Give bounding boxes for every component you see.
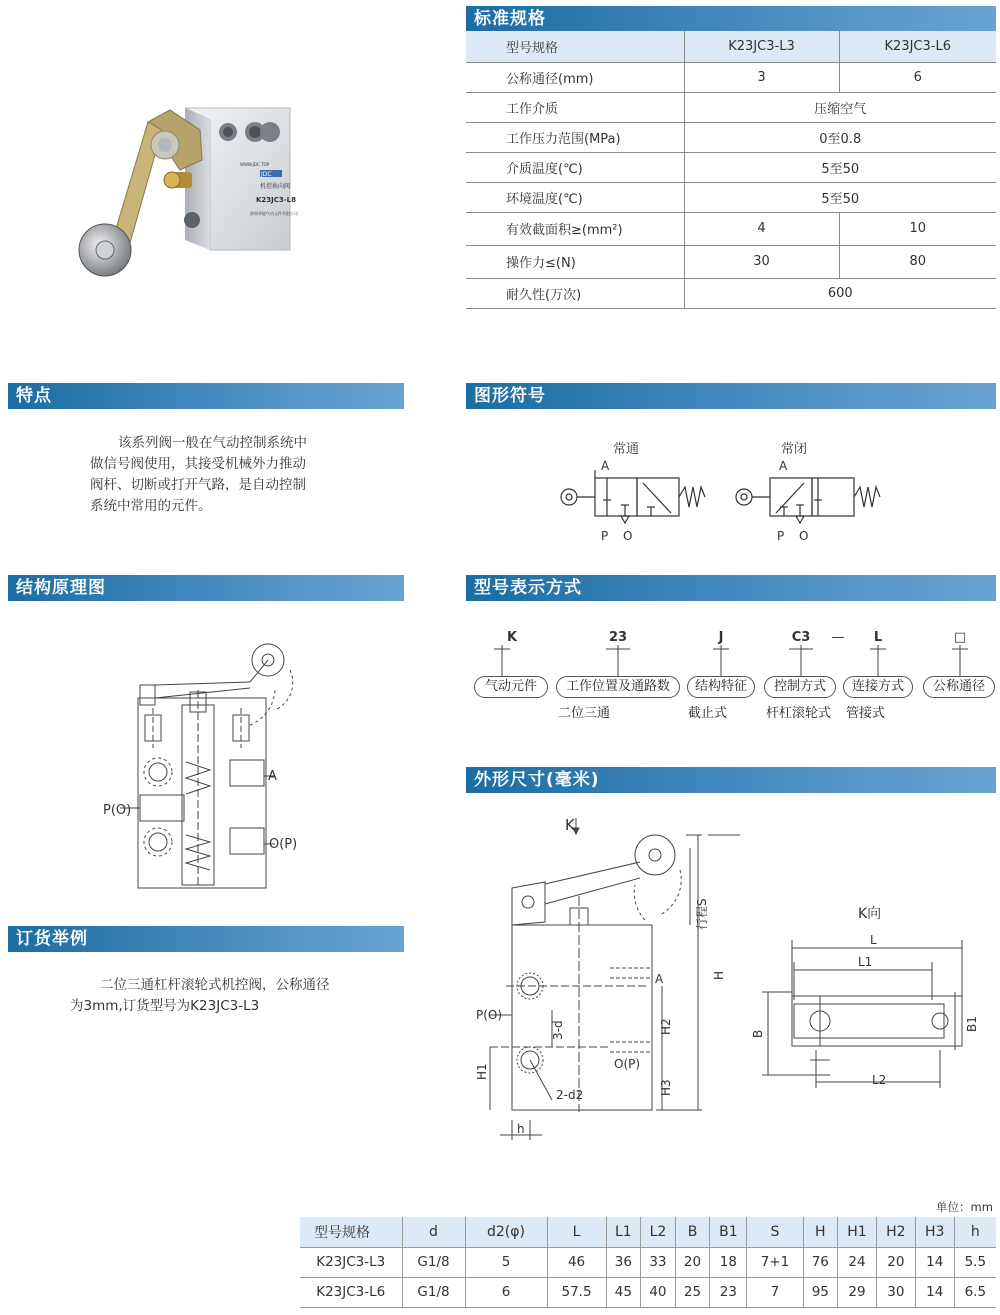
spec-value: 3 xyxy=(684,62,839,92)
dim-label-kview: K向 xyxy=(858,906,882,922)
section-title-spec: 标准规格 xyxy=(466,6,996,32)
spec-label: 耐久性(万次) xyxy=(466,278,684,308)
spec-header-cell: K23JC3-L3 xyxy=(684,31,839,62)
spec-value: 5至50 xyxy=(684,182,996,212)
spec-header-cell: K23JC3-L6 xyxy=(839,31,996,62)
symbol-p-left: P xyxy=(601,529,609,543)
spec-label: 公称通径(mm) xyxy=(466,62,684,92)
symbol-normally-open: 常通 xyxy=(613,442,640,457)
code-label-connection: 连接方式 xyxy=(843,676,913,698)
dim-label-2d2: 2-d2 xyxy=(556,1088,584,1102)
dims-cell: 18 xyxy=(710,1247,747,1277)
dim-label-b: B xyxy=(751,1029,765,1038)
spec-label: 工作介质 xyxy=(466,92,684,122)
symbol-p-right: P xyxy=(777,529,785,543)
spec-row xyxy=(466,245,996,278)
code-l: L xyxy=(873,630,883,645)
code-connectors xyxy=(470,645,1000,677)
dim-label-h3: H3 xyxy=(659,1079,673,1096)
code-23: 23 xyxy=(608,630,628,645)
dims-cell: 29 xyxy=(838,1277,877,1307)
photo-maker: 济南华能气动元件有限公司 xyxy=(250,211,298,216)
code-label-bore: 公称通径 xyxy=(923,676,995,698)
unit-note: 单位：mm xyxy=(936,1200,993,1214)
code-label-control: 控制方式 xyxy=(764,676,836,698)
section-title-dimensions: 外形尺寸(毫米) xyxy=(466,767,996,793)
section-title-model-code: 型号表示方式 xyxy=(466,575,996,601)
features-text xyxy=(90,433,350,517)
code-k: K xyxy=(506,630,518,645)
spec-header-row xyxy=(466,31,996,62)
code-label-pneumatic: 气动元件 xyxy=(474,676,548,698)
spec-label: 介质温度(℃) xyxy=(466,152,684,182)
section-title-features: 特点 xyxy=(8,383,404,409)
dims-cell: 6.5 xyxy=(954,1277,996,1307)
structure-label-a: A xyxy=(268,769,277,784)
features-line: 该系列阀一般在气动控制系统中 xyxy=(118,435,307,451)
dims-cell: 57.5 xyxy=(547,1277,606,1307)
dims-header-cell: h xyxy=(954,1217,996,1247)
spec-row xyxy=(466,278,996,308)
dims-cell: 7+1 xyxy=(747,1247,803,1277)
order-text xyxy=(70,975,360,1017)
code-sub-structure: 截止式 xyxy=(688,706,728,721)
dims-cell: 40 xyxy=(641,1277,676,1307)
spec-value: 0至0.8 xyxy=(684,122,996,152)
dims-cell: K23JC3-L3 xyxy=(300,1247,402,1277)
dims-cell: 5 xyxy=(465,1247,547,1277)
valve-symbols xyxy=(555,435,895,545)
spec-label: 工作压力范围(MPa) xyxy=(466,122,684,152)
dim-label-h1: H1 xyxy=(475,1063,489,1080)
dims-cell: 25 xyxy=(675,1277,710,1307)
features-line: 系统中常用的元件。 xyxy=(90,498,212,514)
code-label-positions: 工作位置及通路数 xyxy=(556,676,680,698)
dims-cell: 46 xyxy=(547,1247,606,1277)
symbol-normally-closed: 常闭 xyxy=(781,442,808,457)
spec-value: 30 xyxy=(684,245,839,278)
spec-label: 有效截面积≥(mm²) xyxy=(466,212,684,245)
spec-row xyxy=(466,122,996,152)
dims-header-cell: H1 xyxy=(838,1217,877,1247)
dims-cell: 33 xyxy=(641,1247,676,1277)
dims-cell: 36 xyxy=(606,1247,641,1277)
symbol-a-right: A xyxy=(779,459,788,473)
dim-label-h: H xyxy=(712,970,726,980)
dims-header-cell: d xyxy=(402,1217,465,1247)
dims-header-cell: L2 xyxy=(641,1217,676,1247)
dimension-drawing-k-view xyxy=(750,900,990,1100)
photo-brand: JDC xyxy=(261,171,272,178)
dim-label-l2: L2 xyxy=(872,1073,887,1087)
section-title-order: 订货举例 xyxy=(8,926,404,952)
dims-cell: 14 xyxy=(915,1277,954,1307)
dim-label-l1: L1 xyxy=(858,955,873,969)
order-line: 为3mm,订货型号为K23JC3-L3 xyxy=(70,998,260,1014)
dims-cell: 14 xyxy=(915,1247,954,1277)
dims-cell: 5.5 xyxy=(954,1247,996,1277)
spec-row xyxy=(466,182,996,212)
order-line: 二位三通杠杆滚轮式机控阀，公称通径 xyxy=(100,977,330,993)
dims-cell: G1/8 xyxy=(402,1277,465,1307)
dims-header-row xyxy=(300,1217,996,1247)
dims-cell: 6 xyxy=(465,1277,547,1307)
section-title-symbol: 图形符号 xyxy=(466,383,996,409)
spec-row xyxy=(466,92,996,122)
code-j: J xyxy=(718,630,724,645)
dims-header-cell: L xyxy=(547,1217,606,1247)
dims-cell: 20 xyxy=(876,1247,915,1277)
dims-header-cell: H2 xyxy=(876,1217,915,1247)
code-sub-connection: 管接式 xyxy=(846,706,886,721)
spec-value: 10 xyxy=(839,212,996,245)
features-line: 阀杆、切断或打开气路，是自动控制 xyxy=(90,477,306,493)
spec-value: 6 xyxy=(839,62,996,92)
dims-row xyxy=(300,1277,996,1307)
spec-table xyxy=(466,31,996,309)
symbol-o-left: O xyxy=(623,529,633,543)
code-sub-positions: 二位三通 xyxy=(558,706,611,721)
code-blank: □ xyxy=(953,630,967,645)
code-sub-control: 杆杠滚轮式 xyxy=(766,706,832,721)
dims-cell: 95 xyxy=(803,1277,838,1307)
dims-cell: 7 xyxy=(747,1277,803,1307)
dim-label-hh: h xyxy=(517,1122,525,1136)
dims-header-cell: S xyxy=(747,1217,803,1247)
code-dash: — xyxy=(831,630,845,645)
dims-header-cell: L1 xyxy=(606,1217,641,1247)
spec-value: 4 xyxy=(684,212,839,245)
spec-value: 5至50 xyxy=(684,152,996,182)
spec-row xyxy=(466,212,996,245)
code-c3: C3 xyxy=(791,630,811,645)
dim-label-p: P(O) xyxy=(476,1008,503,1022)
symbol-a-left: A xyxy=(601,459,610,473)
dims-cell: K23JC3-L6 xyxy=(300,1277,402,1307)
dims-header-cell: d2(φ) xyxy=(465,1217,547,1247)
dims-table xyxy=(300,1217,996,1308)
dims-header-cell: B1 xyxy=(710,1217,747,1247)
dims-header-cell: B xyxy=(675,1217,710,1247)
spec-row xyxy=(466,62,996,92)
dim-label-stroke: 行程S xyxy=(695,898,709,930)
dims-cell: G1/8 xyxy=(402,1247,465,1277)
photo-url: WWW.JDC.TOP xyxy=(240,162,270,167)
features-line: 做信号阀使用，其接受机械外力推动 xyxy=(90,456,306,472)
structure-drawing xyxy=(100,630,320,895)
structure-label-o: O(P) xyxy=(269,837,298,852)
spec-row xyxy=(466,152,996,182)
dims-cell: 20 xyxy=(675,1247,710,1277)
structure-label-p: P(O) xyxy=(103,803,132,818)
dim-label-k: K xyxy=(565,816,575,834)
dim-label-3d: 3-d xyxy=(551,1020,565,1040)
spec-label: 操作力≤(N) xyxy=(466,245,684,278)
dims-header-cell: H xyxy=(803,1217,838,1247)
photo-name: 机控换向阀 xyxy=(260,183,291,190)
dimension-drawing-side xyxy=(470,810,740,1145)
spec-header-cell: 型号规格 xyxy=(466,31,684,62)
photo-model: K23JC3-L8 xyxy=(256,196,297,204)
symbol-o-right: O xyxy=(799,529,809,543)
dims-header-cell: 型号规格 xyxy=(300,1217,402,1247)
dim-label-o: O(P) xyxy=(614,1057,641,1071)
dim-label-h2: H2 xyxy=(659,1018,673,1035)
dims-row xyxy=(300,1247,996,1277)
dims-header-cell: H3 xyxy=(915,1217,954,1247)
code-label-structure: 结构特征 xyxy=(687,676,755,698)
product-photo xyxy=(70,100,300,290)
spec-value: 压缩空气 xyxy=(684,92,996,122)
spec-value: 600 xyxy=(684,278,996,308)
dims-cell: 76 xyxy=(803,1247,838,1277)
dim-label-a: A xyxy=(655,972,664,986)
dims-cell: 23 xyxy=(710,1277,747,1307)
section-title-structure: 结构原理图 xyxy=(8,575,404,601)
dims-cell: 24 xyxy=(838,1247,877,1277)
spec-label: 环境温度(℃) xyxy=(466,182,684,212)
dims-cell: 30 xyxy=(876,1277,915,1307)
dim-label-b1: B1 xyxy=(965,1016,979,1032)
dims-cell: 45 xyxy=(606,1277,641,1307)
dim-label-l: L xyxy=(870,933,877,947)
spec-value: 80 xyxy=(839,245,996,278)
